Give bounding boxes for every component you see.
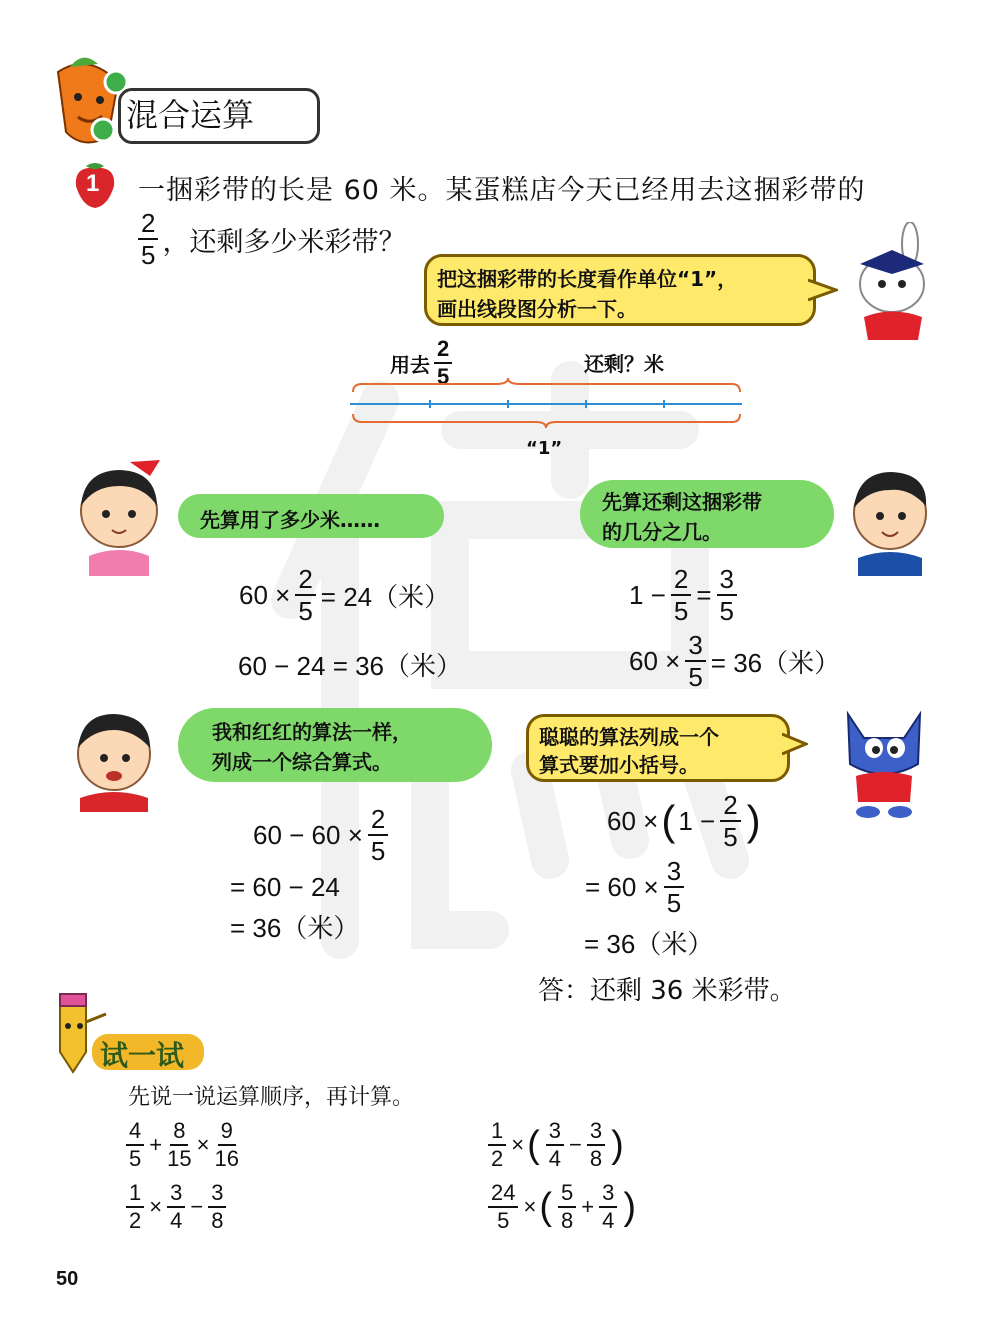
boy2-bubble-line1: 我和红红的算法一样，: [212, 720, 412, 744]
rabbit-character-icon: [842, 222, 942, 342]
rabbit-speech-bubble: [424, 254, 816, 326]
close-paren: ): [611, 1124, 624, 1166]
unit-label: “1”: [526, 438, 563, 459]
fraction-numerator: 2: [138, 210, 158, 240]
section-title: 混合运算: [126, 96, 255, 134]
girl-character-icon: [64, 456, 174, 576]
boy2-speech-bubble: [178, 708, 492, 782]
method-c-line1: 60 − 60 × $\frac{2}{5}$: [252, 806, 392, 864]
open-paren: (: [661, 797, 676, 844]
cat-character-icon: [834, 704, 934, 820]
boy2-character-icon: [62, 702, 166, 812]
cat-bubble-line2: 算式要加小括号。: [539, 753, 699, 777]
problem-text-line1: 一捆彩带的长是 60 米。某蛋糕店今天已经用去这捆彩带的: [138, 175, 866, 206]
diagram-lines: [350, 378, 745, 438]
boy1-speech-bubble: [580, 480, 834, 548]
cat-bubble-line1: 聪聪的算法列成一个: [539, 725, 719, 749]
remain-label: 还剩？米: [584, 352, 664, 376]
method-d-line2: = 60 × $\frac{3}{5}$: [584, 858, 688, 916]
rabbit-bubble-line1: 把这捆彩带的长度看作单位“1”，: [437, 267, 738, 291]
method-d-line3: = 36（米）: [584, 929, 714, 959]
exercise-4: $\frac{24}{5}$ × ( $\frac{5}{8}$ + $\frac{3}{4}$ ): [488, 1182, 638, 1232]
try-instruction: 先说一说运算顺序，再计算。: [128, 1085, 415, 1110]
exercise-1: $\frac{4}{5}$ + $\frac{8}{15}$ × $\frac{9}{16}$: [126, 1120, 243, 1170]
method-c-line3: = 36（米）: [230, 913, 360, 943]
close-paren: ): [746, 797, 761, 844]
method-c-line2: = 60 − 24: [230, 872, 340, 902]
cat-speech-bubble: [526, 714, 790, 782]
answer-text: 答：还剩 36 米彩带。: [538, 976, 796, 1006]
close-paren: ): [623, 1186, 637, 1228]
boy1-character-icon: [840, 458, 940, 576]
line-segment-diagram: [350, 330, 745, 460]
method-b-line1: 1 − $\frac{2}{5}$ = $\frac{3}{5}$: [628, 566, 741, 624]
exercise-3: $\frac{1}{2}$ × $\frac{3}{4}$ − $\frac{3}{8}$: [126, 1182, 230, 1232]
problem-question: ，还剩多少米彩带？: [162, 226, 406, 258]
boy2-bubble-line2: 列成一个综合算式。: [212, 750, 392, 774]
method-d-line1: 60 × ( 1 − $\frac{2}{5}$ ): [607, 790, 761, 852]
girl-speech-bubble: [178, 494, 444, 538]
boy1-bubble-line2: 的几分之几。: [602, 520, 722, 544]
problem-number: 1: [86, 170, 100, 197]
try-title: 试一试: [100, 1039, 185, 1072]
girl-bubble-text: 先算用了多少米……: [200, 508, 380, 532]
boy1-bubble-line1: 先算还剩这捆彩带: [602, 490, 762, 514]
method-b-line2: 60 × $\frac{3}{5}$ = 36（米）: [629, 630, 841, 692]
bubble-tail: [808, 278, 838, 302]
page-number: 50: [56, 1268, 79, 1290]
fraction-denominator: 5: [141, 240, 156, 270]
open-paren: (: [527, 1124, 540, 1166]
method-a-line2: 60 − 24 = 36（米）: [238, 651, 463, 681]
rabbit-bubble-line2: 画出线段图分析一下。: [437, 297, 637, 321]
method-a-line1: 60 × $\frac{2}{5}$ = 24（米）: [239, 564, 451, 626]
exercise-2: $\frac{1}{2}$ × ( $\frac{3}{4}$ − $\frac{3}{8}$ ): [488, 1120, 626, 1170]
section-title-badge: [48, 52, 278, 152]
open-paren: (: [539, 1186, 552, 1228]
bubble-tail: [782, 732, 808, 756]
problem-text-line2: [138, 210, 405, 268]
used-label: 用去 $\frac{2}{5}$: [390, 338, 456, 388]
